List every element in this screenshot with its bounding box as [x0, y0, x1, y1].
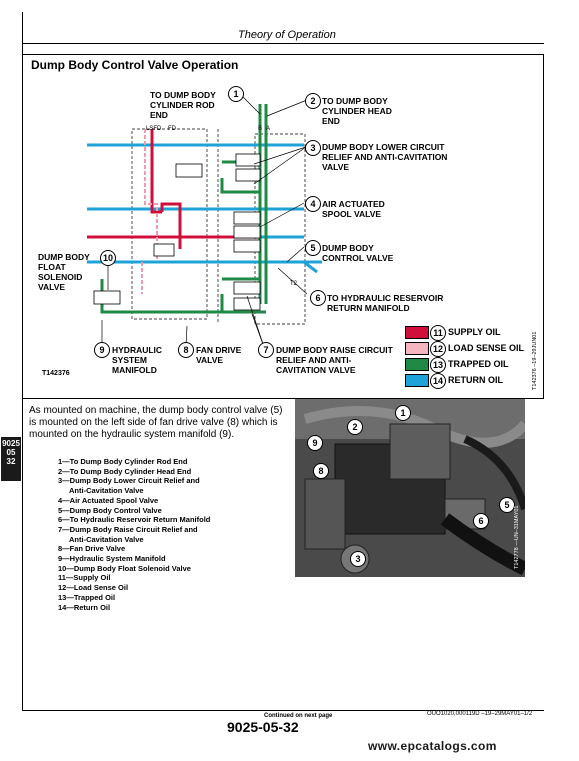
legend-13-marker: 13	[430, 357, 446, 373]
callout-1-label: TO DUMP BODY CYLINDER ROD END	[150, 90, 216, 120]
list-item: 6—To Hydraulic Reservoir Return Manifold	[58, 515, 211, 525]
tab-line-3: 32	[6, 457, 16, 466]
callout-9-marker: 9	[94, 342, 110, 358]
header-title: Theory of Operation	[238, 29, 336, 41]
list-item: 8—Fan Drive Valve	[58, 544, 126, 554]
return-oil-lines	[87, 145, 322, 272]
photo-callout: 9	[307, 435, 323, 451]
photo-callout: 6	[473, 513, 489, 529]
callout-7-label: DUMP BODY RAISE CIRCUIT RELIEF AND ANTI-CAVITATION VALVE	[276, 345, 393, 375]
callout-2-label: TO DUMP BODY CYLINDER HEAD END	[322, 96, 392, 126]
list-item: 12—Load Sense Oil	[58, 583, 129, 593]
list-item: 10—Dump Body Float Solenoid Valve	[58, 563, 191, 573]
photo-callout: 3	[350, 551, 366, 567]
port-label-a: A	[266, 126, 271, 132]
legend-14-marker: 14	[430, 373, 446, 389]
list-item: 11—Supply Oil	[58, 573, 111, 583]
intro-paragraph: As mounted on machine, the dump body control valve (5) is mounted on the left side of fan drive valve (8) which is mounted on the hydraulic system manifold (9).	[29, 405, 283, 440]
parts-list	[58, 457, 210, 612]
callout-3-label: DUMP BODY LOWER CIRCUIT RELIEF AND ANTI-CAVITATION VALVE	[322, 142, 448, 172]
watermark: www.epcatalogs.com	[368, 739, 497, 753]
list-item: Anti-Cavitation Valve	[69, 534, 144, 544]
figure-code: T142376	[42, 370, 70, 377]
list-item: 5—Dump Body Control Valve	[58, 505, 162, 515]
callout-5-marker: 5	[305, 240, 321, 256]
callout-8-label: FAN DRIVE VALVE	[196, 345, 242, 365]
tab-line-1: 9025	[2, 439, 20, 448]
photo-callout: 2	[347, 419, 363, 435]
port-label-t2: T2	[290, 281, 298, 287]
callout-9-label: HYDRAULIC SYSTEM MANIFOLD	[112, 345, 163, 375]
callout-4-marker: 4	[305, 196, 321, 212]
callout-2-marker: 2	[305, 93, 321, 109]
callout-8-marker: 8	[178, 342, 194, 358]
callout-4-label: AIR ACTUATED SPOOL VALVE	[322, 199, 385, 219]
header-rule	[22, 43, 544, 44]
legend-13-label: TRAPPED OIL	[448, 359, 509, 369]
photo-rendering	[295, 399, 525, 577]
figure-side-code: T142376 –19–29JUN01	[532, 331, 538, 390]
document-code: OUO1020,000119D –19–29MAY01–1/2	[427, 711, 533, 717]
list-item: 3—Dump Body Lower Circuit Relief and	[58, 476, 200, 486]
list-item: 14—Return Oil	[58, 602, 111, 612]
legend-11-label: SUPPLY OIL	[448, 327, 501, 337]
callout-7-marker: 7	[258, 342, 274, 358]
photo-callout: 8	[313, 463, 329, 479]
section-title: Dump Body Control Valve Operation	[31, 58, 239, 72]
callout-10-label: DUMP BODY FLOAT SOLENOID VALVE	[38, 252, 90, 292]
photo-side-code: T142778 —UN–31MAY01	[514, 505, 520, 569]
callout-10-marker: 10	[100, 250, 116, 266]
load-sense-swatch	[405, 342, 429, 355]
port-label-fd: FD	[168, 126, 176, 132]
page-number: 9025-05-32	[227, 719, 299, 735]
legend-11-marker: 11	[430, 325, 446, 341]
continued-note: Continued on next page	[264, 713, 333, 719]
list-item: Anti-Cavitation Valve	[69, 486, 144, 496]
list-item: 2—To Dump Body Cylinder Head End	[58, 466, 192, 476]
tab-line-2: 05	[6, 448, 16, 457]
legend-12-marker: 12	[430, 341, 446, 357]
callout-leaders	[102, 94, 307, 347]
legend-14-label: RETURN OIL	[448, 375, 503, 385]
callout-6-marker: 6	[310, 290, 326, 306]
photo-callout: 5	[499, 497, 515, 513]
valve-photo	[295, 399, 525, 577]
return-swatch	[405, 374, 429, 387]
port-label-lsfd: LSFD	[146, 126, 162, 132]
port-label-b: B	[258, 126, 263, 132]
supply-swatch	[405, 326, 429, 339]
callout-6-label: TO HYDRAULIC RESERVOIR RETURN MANIFOLD	[327, 293, 444, 313]
callout-1-marker: 1	[228, 86, 244, 102]
legend-12-label: LOAD SENSE OIL	[448, 343, 525, 353]
trapped-swatch	[405, 358, 429, 371]
list-item: 4—Air Actuated Spool Valve	[58, 495, 159, 505]
list-item: 7—Dump Body Raise Circuit Relief and	[58, 524, 198, 534]
section-tab	[1, 437, 21, 481]
valve-symbols	[94, 154, 260, 310]
list-item: 13—Trapped Oil	[58, 592, 116, 602]
photo-callout: 1	[395, 405, 411, 421]
list-item: 1—To Dump Body Cylinder Rod End	[58, 457, 188, 466]
callout-5-label: DUMP BODY CONTROL VALVE	[322, 243, 394, 263]
callout-3-marker: 3	[305, 140, 321, 156]
list-item: 9—Hydraulic System Manifold	[58, 554, 166, 564]
